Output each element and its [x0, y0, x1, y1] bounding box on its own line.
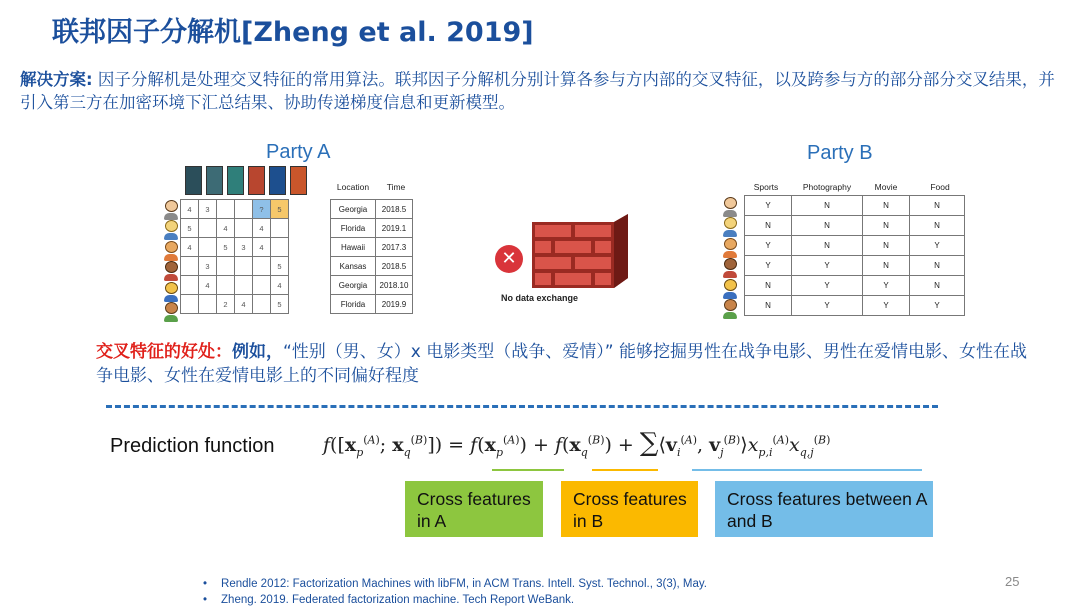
- movie-posters: [185, 166, 307, 195]
- rating-cell: 3: [199, 200, 217, 219]
- avatar: [164, 261, 178, 279]
- food-header: Food: [930, 182, 950, 192]
- rating-cell: 5: [217, 238, 235, 257]
- underline-cross: [692, 469, 922, 471]
- rating-cell: [235, 257, 253, 276]
- feature-cell: Y: [745, 256, 792, 276]
- user-avatars-a: [164, 200, 178, 322]
- rating-row: [181, 257, 289, 276]
- party-b-title: Party B: [807, 142, 873, 164]
- rating-cell: 2: [217, 295, 235, 314]
- underline-a: [492, 469, 564, 471]
- location-cell: Florida: [331, 295, 376, 314]
- rating-cell: [235, 276, 253, 295]
- user-avatars-b: [723, 197, 737, 319]
- no-data-exchange-label: No data exchange: [501, 293, 579, 303]
- feature-cell: N: [792, 236, 863, 256]
- avatar: [164, 220, 178, 238]
- rating-cell: 4: [271, 276, 289, 295]
- rating-cell: [235, 200, 253, 219]
- rating-cell: 4: [181, 238, 199, 257]
- rating-row: [181, 295, 289, 314]
- feature-cell: Y: [792, 256, 863, 276]
- feature-cell: N: [863, 196, 910, 216]
- rating-cell: [253, 295, 271, 314]
- rating-cell: 5: [271, 257, 289, 276]
- rating-cell: [271, 238, 289, 257]
- solution-paragraph: [20, 68, 1070, 114]
- benefit-paragraph: [96, 340, 1036, 388]
- feature-cell: N: [910, 216, 965, 236]
- rating-cell: [271, 219, 289, 238]
- avatar: [164, 200, 178, 218]
- solution-label: 解决方案:: [20, 70, 93, 89]
- feature-row: [745, 276, 965, 296]
- rating-row: [181, 238, 289, 257]
- feature-cell: N: [863, 236, 910, 256]
- reference-item: • Zheng. 2019. Federated factorization machine. Tech Report WeBank.: [203, 592, 707, 608]
- avatar: [723, 238, 737, 256]
- avatar: [723, 217, 737, 235]
- rating-cell: 4: [253, 238, 271, 257]
- avatar: [723, 279, 737, 297]
- rating-cell: 4: [217, 219, 235, 238]
- location-header: Location: [336, 182, 370, 192]
- no-exchange-icon: ✕: [495, 245, 523, 273]
- avatar: [723, 258, 737, 276]
- rating-cell: [235, 219, 253, 238]
- party-a-title: Party A: [266, 141, 331, 163]
- rating-cell: [181, 295, 199, 314]
- movie-header: Movie: [874, 182, 898, 192]
- feature-cell: N: [745, 216, 792, 236]
- rating-cell: 4: [199, 276, 217, 295]
- feature-row: [745, 296, 965, 316]
- page-number: 25: [1005, 574, 1020, 589]
- avatar: [164, 241, 178, 259]
- rating-cell: 5: [271, 295, 289, 314]
- location-cell: Georgia: [331, 200, 376, 219]
- movie-poster-image: [185, 166, 202, 195]
- rating-cell: [253, 276, 271, 295]
- location-cell: 2019.9: [376, 295, 413, 314]
- feature-cell: N: [863, 256, 910, 276]
- sports-header: Sports: [753, 182, 779, 192]
- location-cell: 2018.5: [376, 200, 413, 219]
- reference-item: • Rendle 2012: Factorization Machines with libFM, in ACM Trans. Intell. Syst. Technol., 3(3), May.: [203, 576, 707, 592]
- location-row: [331, 238, 413, 257]
- movie-poster-image: [248, 166, 265, 195]
- location-cell: Hawaii: [331, 238, 376, 257]
- rating-matrix: [180, 199, 289, 314]
- benefit-text: “性别（男、女）x 电影类型（战争、爱情）” 能够挖掘男性在战争电影、男性在爱情电影、女性在战争电影、女性在爱情电影上的不同偏好程度: [96, 342, 1027, 386]
- avatar: [164, 302, 178, 320]
- photography-header: Photography: [802, 182, 852, 192]
- rating-cell: ?: [253, 200, 271, 219]
- feature-cell: Y: [745, 236, 792, 256]
- location-cell: Florida: [331, 219, 376, 238]
- underline-b: [592, 469, 658, 471]
- location-row: [331, 219, 413, 238]
- feature-cell: N: [910, 276, 965, 296]
- feature-cell: Y: [910, 236, 965, 256]
- time-header: Time: [386, 182, 406, 192]
- cross-features-b-box: Cross features in B: [561, 481, 698, 537]
- rating-cell: 3: [235, 238, 253, 257]
- rating-cell: [181, 276, 199, 295]
- avatar: [723, 197, 737, 215]
- feature-cell: Y: [792, 296, 863, 316]
- rating-cell: [199, 238, 217, 257]
- feature-cell: Y: [863, 276, 910, 296]
- feature-row: [745, 236, 965, 256]
- movie-poster-image: [206, 166, 223, 195]
- benefit-label: 交叉特征的好处：: [96, 342, 232, 362]
- rating-cell: 5: [181, 219, 199, 238]
- dashed-divider: [106, 405, 938, 408]
- prediction-formula: $f([x_p^{(A)}$; $x_q^{(B)}]) = f(x_p^{(A)}) + f(x_q^{(B)})$ + $\sum⟨v_i^{(A)}$, $v_j^{(B)}⟩x_{p,i}^{(A)}x_{q,j}^{(B)}$: [323, 428, 831, 459]
- feature-cell: N: [910, 256, 965, 276]
- rating-cell: [199, 295, 217, 314]
- feature-row: [745, 216, 965, 236]
- feature-cell: N: [745, 296, 792, 316]
- feature-cell: Y: [910, 296, 965, 316]
- rating-cell: [217, 200, 235, 219]
- location-row: [331, 200, 413, 219]
- feature-cell: Y: [792, 276, 863, 296]
- rating-cell: [217, 257, 235, 276]
- slide-title: 联邦因子分解机[Zheng et al. 2019]: [52, 17, 534, 48]
- location-row: [331, 276, 413, 295]
- rating-row: [181, 200, 289, 219]
- rating-row: [181, 276, 289, 295]
- rating-cell: 4: [181, 200, 199, 219]
- rating-cell: 4: [235, 295, 253, 314]
- location-row: [331, 295, 413, 314]
- rating-cell: 3: [199, 257, 217, 276]
- firewall-icon: [532, 214, 632, 294]
- feature-row: [745, 256, 965, 276]
- location-cell: 2019.1: [376, 219, 413, 238]
- rating-cell: [253, 257, 271, 276]
- feature-cell: Y: [745, 196, 792, 216]
- feature-cell: N: [745, 276, 792, 296]
- references: [203, 576, 707, 608]
- feature-cell: N: [792, 216, 863, 236]
- location-time-table: [330, 199, 413, 314]
- feature-cell: N: [792, 196, 863, 216]
- location-row: [331, 257, 413, 276]
- cross-features-a-box: Cross features in A: [405, 481, 543, 537]
- prediction-function-label: Prediction function: [110, 435, 275, 457]
- avatar: [723, 299, 737, 317]
- location-cell: 2017.3: [376, 238, 413, 257]
- rating-row: [181, 219, 289, 238]
- movie-poster-image: [290, 166, 307, 195]
- rating-cell: 5: [271, 200, 289, 219]
- solution-text: 因子分解机是处理交叉特征的常用算法。联邦因子分解机分别计算各参与方内部的交叉特征，以及跨参与方的部分部分交叉结果，并引入第三方在加密环境下汇总结果、协助传递梯度信息和更新模型。: [20, 70, 1055, 112]
- location-cell: Georgia: [331, 276, 376, 295]
- example-label: 例如，: [232, 342, 283, 362]
- location-cell: 2018.5: [376, 257, 413, 276]
- location-cell: Kansas: [331, 257, 376, 276]
- movie-poster-image: [269, 166, 286, 195]
- rating-cell: [217, 276, 235, 295]
- movie-poster-image: [227, 166, 244, 195]
- rating-cell: [199, 219, 217, 238]
- party-b-feature-table: [744, 195, 965, 316]
- feature-cell: N: [910, 196, 965, 216]
- feature-cell: Y: [863, 296, 910, 316]
- location-cell: 2018.10: [376, 276, 413, 295]
- cross-features-between-box: Cross features between A and B: [715, 481, 933, 537]
- feature-row: [745, 196, 965, 216]
- feature-cell: N: [863, 216, 910, 236]
- avatar: [164, 282, 178, 300]
- rating-cell: 4: [253, 219, 271, 238]
- rating-cell: [181, 257, 199, 276]
